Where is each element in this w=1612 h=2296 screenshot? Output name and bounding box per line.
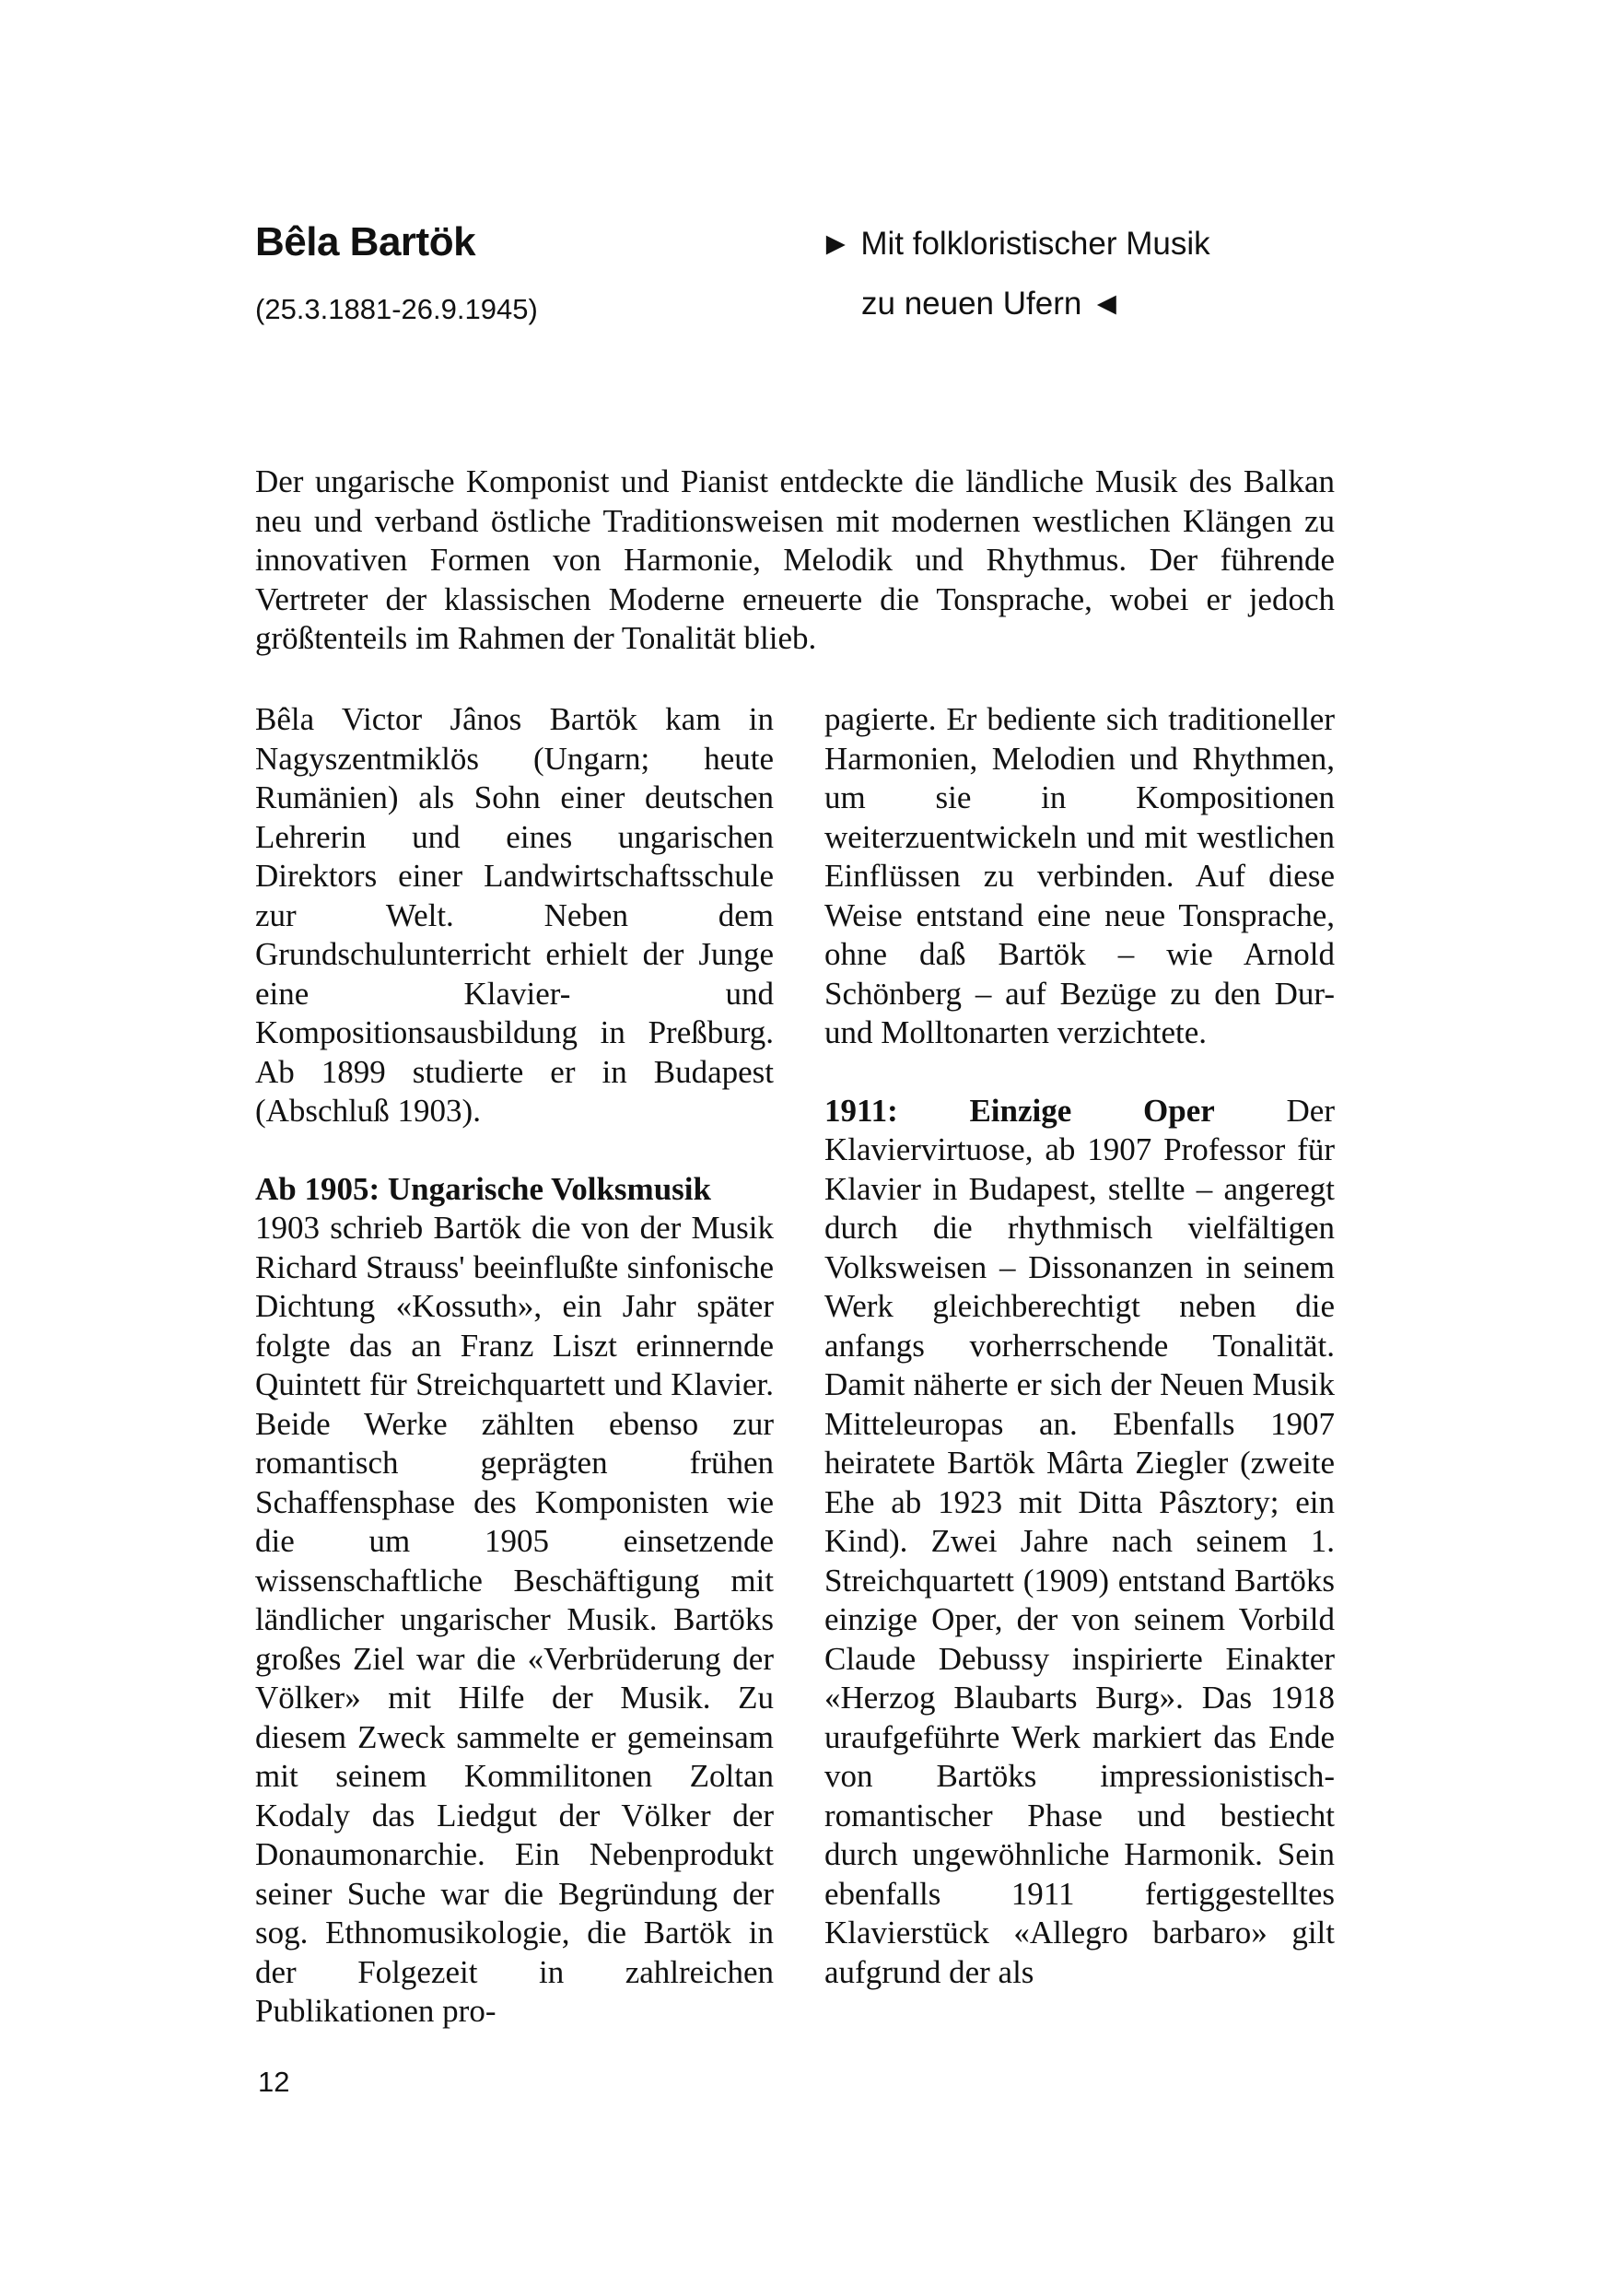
- section-volksmusik: [255, 1170, 774, 2032]
- right-column: [824, 700, 1335, 1992]
- section-text: Der Klaviervirtuose, ab 1907 Professor für Klavier in Budapest, stellte – angeregt durch die rhythmisch vielfältigen Volksweisen – Dissonanzen in seinem Werk gleichberechtigt neben die anfangs vorherrschende Tonalität. Damit näherte er sich der Neuen Musik Mitteleuropas an. Ebenfalls 1907 heiratete Bartök Mârta Ziegler (zweite Ehe ab 1923 mit Ditta Pâsztory; ein Kind). Zwei Jahre nach seinem 1. Streichquartett (1909) entstand Bartöks einzige Oper, der von seinem Vorbild Claude Debussy inspirierte Einakter «Herzog Blaubarts Burg». Das 1918 uraufgeführte Werk markiert das Ende von Bartöks impressionistisch-romantischer Phase und bestiecht durch ungewöhnliche Harmonik. Sein ebenfalls 1911 fertiggestelltes Klavierstück «Allegro barbaro» gilt aufgrund der als: [824, 1092, 1336, 1990]
- page-title: Bêla Bartök: [255, 219, 476, 264]
- section-text: 1903 schrieb Bartök die von der Musik Richard Strauss' beeinflußte sinfonische Dichtung «Kossuth», ein Jahr später folgte das an Franz Liszt erinnernde Quintett für Streichquartett und Klavier. Beide Werke zählten ebenso zur romantisch geprägten frühen Schaffensphase des Komponisten wie die um 1905 einsetzende wissenschaftliche Beschäftigung mit ländlicher ungarischer Musik. Bartöks großes Ziel war die «Verbrüderung der Völker» mit Hilfe der Musik. Zu diesem Zweck sammelte er gemeinsam mit seinem Kommilitonen Zoltan Kodaly das Liedgut der Völker der Donaumonarchie. Ein Nebenprodukt seiner Suche war die Begründung der sog. Ethnomusikologie, die Bartök in der Folgezeit in zahlreichen Publikationen pro-: [255, 1210, 774, 2029]
- page-number: 12: [258, 2066, 290, 2098]
- biography-paragraph: Bêla Victor Jânos Bartök kam in Nagyszentmiklös (Ungarn; heute Rumänien) als Sohn einer deutschen Lehrerin und eines ungarischen Direktors einer Landwirtschaftsschule zur Welt. Neben dem Grundschulunterricht erhielt der Junge eine Klavier- und Kompositionsausbildung in Preßburg. Ab 1899 studierte er in Budapest (Abschluß 1903).: [255, 701, 774, 1129]
- section-heading: Ab 1905: Ungarische Volksmusik: [255, 1170, 711, 1207]
- life-dates: (25.3.1881-26.9.1945): [255, 293, 538, 325]
- section-heading: 1911: Einzige Oper: [824, 1092, 1215, 1129]
- tagline-line-2: zu neuen Ufern ◄: [861, 286, 1123, 322]
- left-column: [255, 700, 774, 2032]
- continuation-paragraph: pagierte. Er bediente sich traditioneller Harmonien, Melodien und Rhythmen, um sie in Kompositionen weiterzuentwickeln und mit westlichen Einflüssen zu verbinden. Auf diese Weise entstand eine neue Tonsprache, ohne daß Bartök – wie Arnold Schönberg – auf Bezüge zu den Dur- und Molltonarten verzichtete.: [824, 701, 1335, 1050]
- tagline-line-1: ► Mit folkloristischer Musik: [820, 226, 1210, 262]
- intro-paragraph: Der ungarische Komponist und Pianist entdeckte die ländliche Musik des Balkan neu und verband östliche Traditionsweisen mit modernen westlichen Klängen zu innovativen Formen von Harmonie, Melodik und Rhythmus. Der führende Vertreter der klassischen Moderne erneuerte die Tonsprache, wobei er jedoch größtenteils im Rahmen der Tonalität blieb.: [255, 463, 1335, 656]
- section-oper: [824, 1092, 1335, 1993]
